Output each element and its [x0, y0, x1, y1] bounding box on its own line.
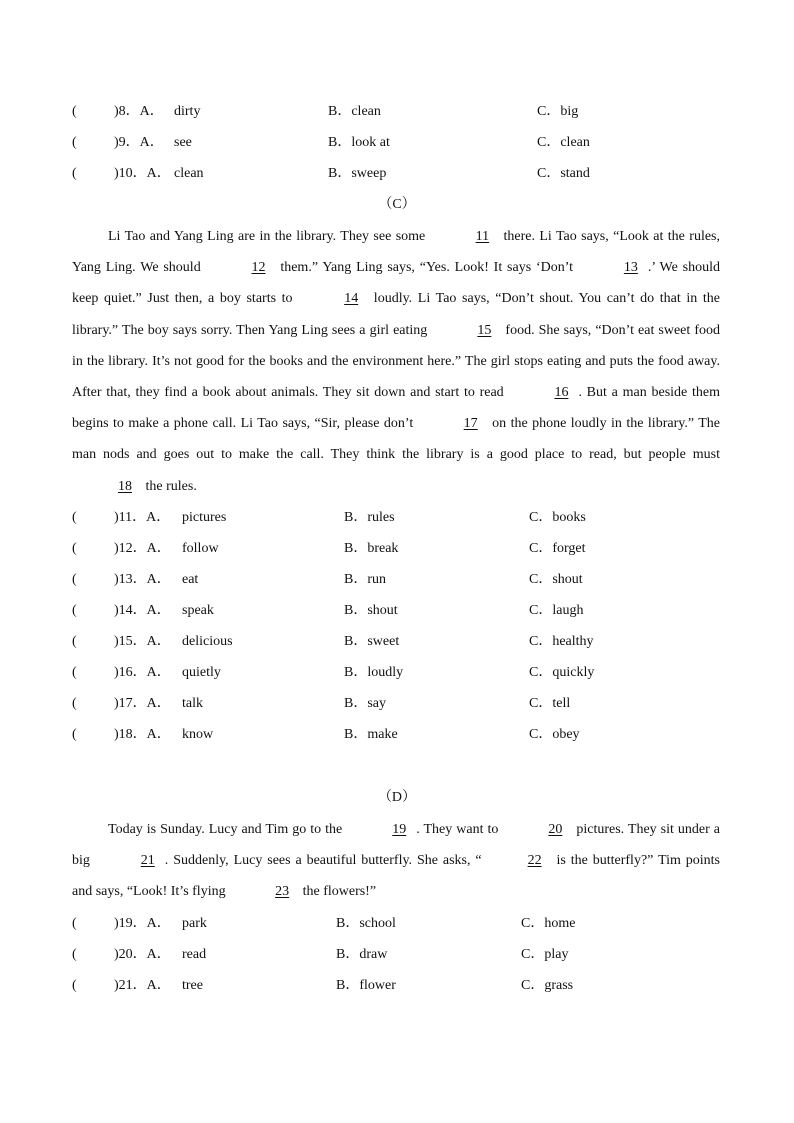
blank-13[interactable]: 13: [623, 260, 638, 276]
blank-11[interactable]: 11: [475, 229, 490, 244]
passage-text: pictures. They sit under a big: [72, 822, 720, 869]
option-b[interactable]: B．flower: [336, 978, 396, 993]
blank-17[interactable]: 17: [463, 416, 478, 432]
option-b[interactable]: B．run: [344, 572, 386, 587]
section-c-heading: （C）: [378, 197, 416, 212]
passage-text: Li Tao and Yang Ling are in the library. They see some: [108, 229, 430, 244]
option-a[interactable]: follow: [182, 541, 219, 556]
question-number: )17．A．: [114, 696, 171, 711]
passage-text: . But a man beside them begins to make a phone call. Li Tao says, “Sir, please don’t: [72, 385, 720, 432]
question-number: )20．A．: [114, 947, 171, 962]
blank-15[interactable]: 15: [477, 322, 492, 338]
blank-18[interactable]: 18: [118, 478, 132, 494]
answer-paren[interactable]: (: [72, 510, 77, 525]
answer-paren[interactable]: (: [72, 166, 77, 181]
option-b[interactable]: B．look at: [328, 135, 390, 150]
option-b[interactable]: B．make: [344, 727, 398, 742]
question-number: )8．A．: [114, 104, 164, 119]
option-b[interactable]: B．clean: [328, 104, 381, 119]
blank-22[interactable]: 22: [527, 853, 542, 869]
blank-12[interactable]: 12: [251, 260, 266, 276]
option-a[interactable]: tree: [182, 978, 203, 993]
option-a[interactable]: park: [182, 916, 207, 931]
answer-paren[interactable]: (: [72, 947, 77, 962]
blank-21[interactable]: 21: [140, 853, 155, 869]
option-c[interactable]: C．forget: [529, 541, 586, 556]
answer-paren[interactable]: (: [72, 634, 77, 649]
answer-paren[interactable]: (: [72, 978, 77, 993]
option-b[interactable]: B．shout: [344, 603, 398, 618]
answer-paren[interactable]: (: [72, 916, 77, 931]
option-b[interactable]: B．draw: [336, 947, 388, 962]
option-c[interactable]: C．obey: [529, 727, 580, 742]
passage-text: . Suddenly, Lucy sees a beautiful butterfly. She asks, “: [164, 853, 482, 869]
option-a[interactable]: read: [182, 947, 207, 962]
option-b[interactable]: B．break: [344, 541, 399, 556]
option-c[interactable]: C．books: [529, 510, 586, 525]
option-c[interactable]: C．clean: [537, 135, 590, 150]
option-c[interactable]: C．healthy: [529, 634, 594, 649]
passage-text: food. She says, “Don’t eat sweet food in the library. It’s not good for the books and the environment here.” The girl stops eating and puts the food away. After that, they find a book about animals. They sit down and start to read: [72, 322, 720, 401]
passage-text: there. Li Tao says, “Look at the rules, Yang Ling. We should: [72, 229, 720, 276]
passage-text: them.” Yang Ling says, “Yes. Look! It says ‘Don’t: [275, 260, 578, 276]
option-a[interactable]: delicious: [182, 634, 233, 649]
option-c[interactable]: C．stand: [537, 166, 590, 181]
passage-text: the rules.: [142, 478, 197, 494]
question-number: )19．A．: [114, 916, 171, 931]
question-number: )12．A．: [114, 541, 171, 556]
option-c[interactable]: C．big: [537, 104, 579, 119]
option-b[interactable]: B．sweet: [344, 634, 400, 649]
passage-text: the flowers!”: [299, 884, 377, 900]
passage-text: loudly. Li Tao says, “Don’t shout. You can’t do that in the library.” The boy says sorry. Then Yang Ling sees a girl eating: [72, 291, 720, 338]
option-b[interactable]: B．school: [336, 916, 396, 931]
answer-paren[interactable]: (: [72, 696, 77, 711]
question-number: )11．A．: [114, 510, 171, 525]
option-c[interactable]: C．shout: [529, 572, 583, 587]
option-a[interactable]: pictures: [182, 510, 227, 525]
option-c[interactable]: C．quickly: [529, 665, 595, 680]
blank-23[interactable]: 23: [275, 884, 290, 900]
option-a[interactable]: speak: [182, 603, 214, 618]
answer-paren[interactable]: (: [72, 135, 77, 150]
question-number: )21．A．: [114, 978, 171, 993]
option-c[interactable]: C．laugh: [529, 603, 584, 618]
option-c[interactable]: C．home: [521, 916, 576, 931]
passage-text: .’ We should keep quiet.” Just then, a boy starts to: [72, 260, 721, 307]
passage-text: Today is Sunday. Lucy and Tim go to the: [108, 822, 347, 837]
passage-text: is the butterfly?” Tim points and says, “Look! It’s flying: [72, 853, 720, 900]
blank-20[interactable]: 20: [548, 822, 563, 837]
answer-paren[interactable]: (: [72, 727, 77, 742]
option-b[interactable]: B．rules: [344, 510, 395, 525]
answer-paren[interactable]: (: [72, 665, 77, 680]
question-number: )18．A．: [114, 727, 171, 742]
option-a[interactable]: eat: [182, 572, 199, 587]
blank-14[interactable]: 14: [344, 291, 359, 307]
option-a[interactable]: talk: [182, 696, 203, 711]
passage-text: on the phone loudly in the library.” The man nods and goes out to make the call. They think the library is a good place to read, but people must: [72, 416, 721, 463]
option-b[interactable]: B．sweep: [328, 166, 387, 181]
answer-paren[interactable]: (: [72, 541, 77, 556]
option-b[interactable]: B．say: [344, 696, 386, 711]
option-c[interactable]: C．grass: [521, 978, 574, 993]
answer-paren[interactable]: (: [72, 572, 77, 587]
option-c[interactable]: C．tell: [529, 696, 571, 711]
option-a[interactable]: see: [174, 135, 192, 150]
answer-paren[interactable]: (: [72, 603, 77, 618]
section-d-heading: （D）: [377, 790, 417, 805]
option-a[interactable]: quietly: [182, 665, 221, 680]
question-number: )10．A．: [114, 166, 171, 181]
question-number: )9．A．: [114, 135, 164, 150]
question-number: )15．A．: [114, 634, 171, 649]
section-c-passage: [72, 221, 720, 502]
question-number: )14．A．: [114, 603, 171, 618]
option-c[interactable]: C．play: [521, 947, 569, 962]
option-a[interactable]: know: [182, 727, 214, 742]
passage-text: . They want to: [416, 822, 503, 837]
question-number: )13．A．: [114, 572, 171, 587]
option-a[interactable]: clean: [174, 166, 204, 181]
blank-16[interactable]: 16: [554, 385, 569, 401]
option-a[interactable]: dirty: [174, 104, 201, 119]
section-d-passage: [72, 814, 720, 908]
blank-19[interactable]: 19: [392, 822, 407, 837]
answer-paren[interactable]: (: [72, 104, 77, 119]
question-number: )16．A．: [114, 665, 171, 680]
option-b[interactable]: B．loudly: [344, 665, 404, 680]
